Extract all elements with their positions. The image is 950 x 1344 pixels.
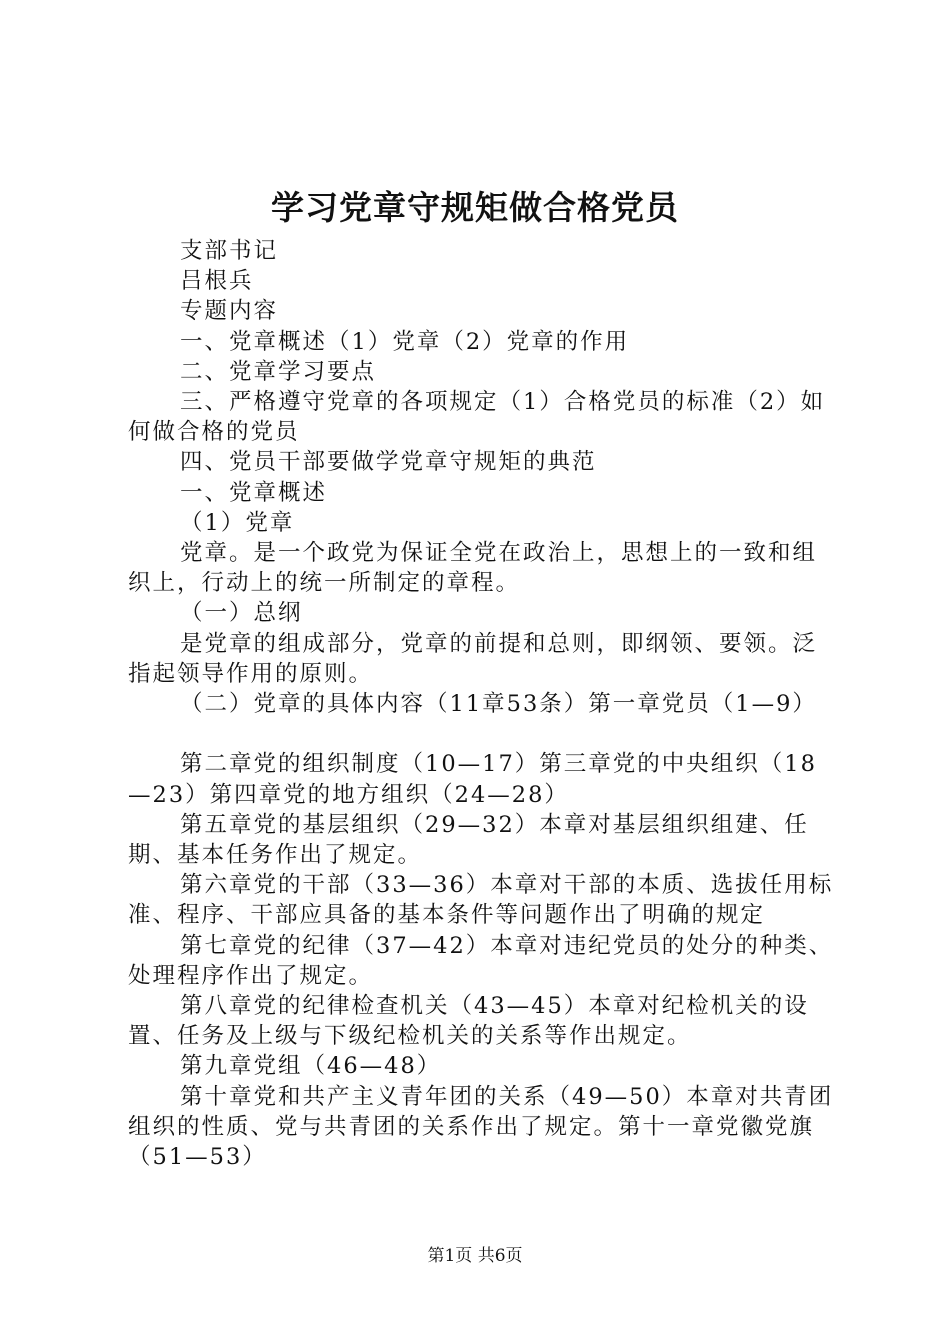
paragraph: 一、党章概述: [180, 479, 328, 506]
paragraph: 专题内容: [180, 298, 279, 325]
paragraph: 第二章党的组织制度（10—17）第三章党的中央组织（18—23）第四章党的地方组织（24—28）: [128, 751, 817, 808]
paragraph: 一、党章概述（1）党章（2）党章的作用: [180, 328, 630, 355]
paragraph: 第五章党的基层组织（29—32）本章对基层组织组建、任期、基本任务作出了规定。: [128, 811, 809, 869]
paragraph: 支部书记: [180, 238, 279, 264]
paragraph: （二）党章的具体内容（11章53条）第一章党员（1—9）: [180, 691, 817, 718]
page-footer: 第1页 共6页: [427, 1246, 523, 1266]
paragraph: 是党章的组成部分，党章的前提和总则，即纲领、要领。泛指起领导作用的原则。: [128, 630, 818, 687]
document-title: 学习党章守规矩做合格党员: [271, 188, 679, 227]
paragraph: 第七章党的纪律（37—42）本章对违纪党员的处分的种类、处理程序作出了规定。: [128, 932, 834, 989]
paragraph: 二、党章学习要点: [180, 358, 377, 385]
paragraph: 第九章党组（46—48）: [180, 1053, 442, 1080]
paragraph: 第八章党的纪律检查机关（43—45）本章对纪检机关的设置、任务及上级与下级纪检机关的关系等作出规定。: [128, 993, 809, 1050]
paragraph: （一）总纲: [180, 600, 303, 627]
paragraph: 党章。是一个政党为保证全党在政治上，思想上的一致和组织上，行动上的统一所制定的章程。: [128, 540, 818, 597]
paragraph: 第十章党和共产主义青年团的关系（49—50）本章对共青团组织的性质、党与共青团的关系作出了规定。第十一章党徽党旗（51—53）: [128, 1083, 834, 1171]
blank-line: [128, 719, 834, 749]
paragraph: 第六章党的干部（33—36）本章对干部的本质、选拔任用标准、程序、干部应具备的基本条件等问题作出了明确的规定: [128, 872, 834, 929]
paragraph: 吕根兵: [180, 268, 254, 295]
paragraph: 三、严格遵守党章的各项规定（1）合格党员的标准（2）如何做合格的党员: [128, 389, 826, 446]
paragraph: 四、党员干部要做学党章守规矩的典范: [180, 449, 597, 476]
document-body: [128, 236, 834, 1172]
paragraph: （1）党章: [180, 509, 295, 536]
